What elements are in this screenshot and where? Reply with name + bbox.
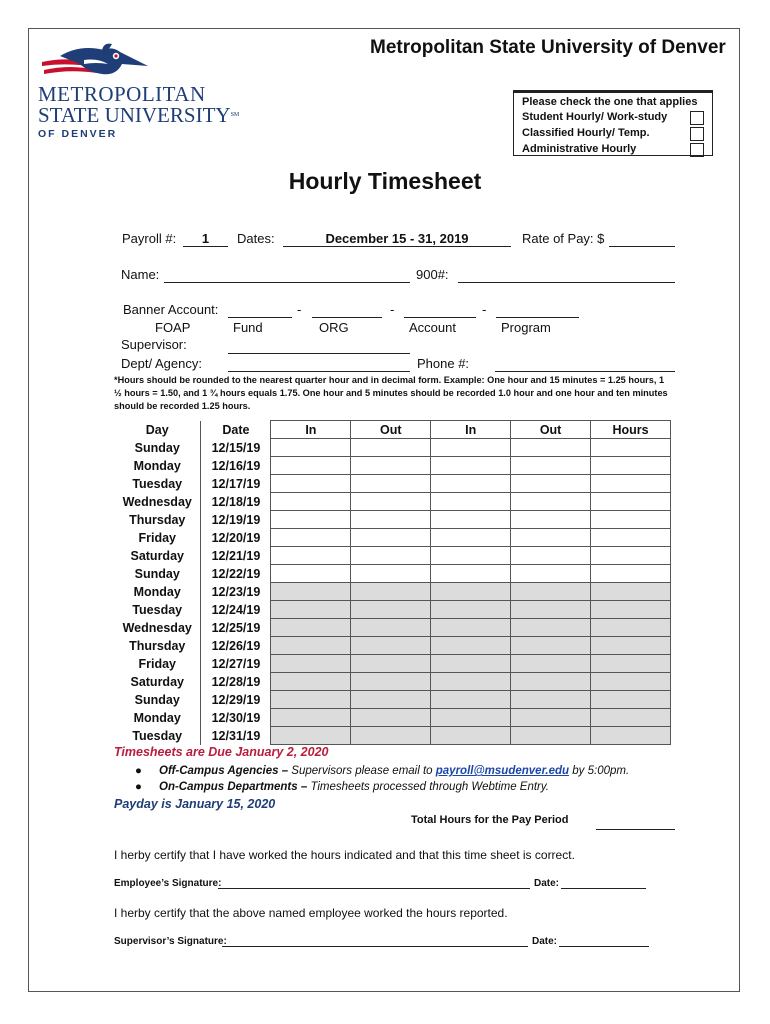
employee-date-field[interactable] xyxy=(561,888,646,889)
cell-in-2[interactable] xyxy=(431,547,511,565)
rounding-note: *Hours should be rounded to the nearest quarter hour and in decimal form. Example: One hour and 15 minutes = 1.25 hours, 1 ½ hours = 1.50, and 1 ¾ hours equals 1.75. One hour and 5 minutes should be recorded 1.0 hour and one hour and ten minutes should be recorded 1.25 hours. xyxy=(114,375,668,411)
cell-day: Wednesday xyxy=(114,619,201,637)
cell-hours[interactable] xyxy=(591,727,671,745)
cell-hours[interactable] xyxy=(591,475,671,493)
cell-day: Tuesday xyxy=(114,475,201,493)
cell-in-1[interactable] xyxy=(271,475,351,493)
cell-day: Friday xyxy=(114,529,201,547)
logo-service-mark: SM xyxy=(230,112,240,118)
table-row xyxy=(114,457,671,475)
cell-day: Monday xyxy=(114,583,201,601)
option-classified-hourly: Classified Hourly/ Temp. xyxy=(522,127,650,139)
cell-in-1[interactable] xyxy=(271,439,351,457)
name-field[interactable] xyxy=(164,282,410,283)
cell-hours[interactable] xyxy=(591,529,671,547)
cell-in-1[interactable] xyxy=(271,583,351,601)
cell-in-1[interactable] xyxy=(271,511,351,529)
supervisor-date-label: Date: xyxy=(532,936,558,947)
cell-out-2[interactable] xyxy=(511,727,591,745)
timesheet-table xyxy=(114,420,671,745)
org-field[interactable] xyxy=(312,317,382,318)
payroll-label: Payroll #: xyxy=(122,231,177,246)
header-in-2: In xyxy=(431,421,511,439)
cell-in-1[interactable] xyxy=(271,691,351,709)
university-logo xyxy=(38,42,240,140)
checkbox-student-hourly[interactable] xyxy=(690,111,704,125)
cell-in-2[interactable] xyxy=(431,637,511,655)
header-hours: Hours xyxy=(591,421,671,439)
cell-day: Thursday xyxy=(114,637,201,655)
due-notice: Timesheets are Due January 2, 2020 xyxy=(114,745,329,759)
cell-out-2[interactable] xyxy=(511,529,591,547)
cell-date: 12/24/19 xyxy=(201,601,271,619)
cell-out-1[interactable] xyxy=(351,547,431,565)
cell-out-1[interactable] xyxy=(351,727,431,745)
cell-in-1[interactable] xyxy=(271,493,351,511)
cell-out-2[interactable] xyxy=(511,547,591,565)
cell-in-2[interactable] xyxy=(431,529,511,547)
supervisor-label: Supervisor: xyxy=(121,337,187,352)
cell-in-2[interactable] xyxy=(431,709,511,727)
cell-day: Tuesday xyxy=(114,727,201,745)
cell-day: Thursday xyxy=(114,511,201,529)
cell-date: 12/21/19 xyxy=(201,547,271,565)
cell-out-1[interactable] xyxy=(351,673,431,691)
cell-in-2[interactable] xyxy=(431,457,511,475)
cell-day: Monday xyxy=(114,709,201,727)
header-day: Day xyxy=(114,421,201,439)
cell-in-1[interactable] xyxy=(271,709,351,727)
cell-out-1[interactable] xyxy=(351,529,431,547)
cell-out-2[interactable] xyxy=(511,565,591,583)
payday-notice: Payday is January 15, 2020 xyxy=(114,797,276,811)
cell-hours[interactable] xyxy=(591,565,671,583)
cell-day: Saturday xyxy=(114,673,201,691)
employee-type-title: Please check the one that applies xyxy=(522,96,698,108)
cell-in-1[interactable] xyxy=(271,637,351,655)
table-header-row xyxy=(114,421,671,439)
cell-hours[interactable] xyxy=(591,619,671,637)
payroll-email-link[interactable]: payroll@msudenver.edu xyxy=(435,765,570,777)
cell-date: 12/28/19 xyxy=(201,673,271,691)
cell-out-1[interactable] xyxy=(351,709,431,727)
university-title: Metropolitan State University of Denver xyxy=(370,37,726,58)
table-row xyxy=(114,655,671,673)
cell-date: 12/19/19 xyxy=(201,511,271,529)
cell-out-1[interactable] xyxy=(351,475,431,493)
account-label: Account xyxy=(409,320,456,335)
cell-in-2[interactable] xyxy=(431,655,511,673)
table-row xyxy=(114,439,671,457)
phone-label: Phone #: xyxy=(417,356,470,371)
cell-in-2[interactable] xyxy=(431,511,511,529)
employee-date-label: Date: xyxy=(534,878,560,889)
cell-date: 12/22/19 xyxy=(201,565,271,583)
table-row xyxy=(114,565,671,583)
cell-out-1[interactable] xyxy=(351,601,431,619)
employee-certification-text: I herby certify that I have worked the hours indicated and that this time sheet is correct. xyxy=(114,848,575,862)
table-row xyxy=(114,511,671,529)
cell-hours[interactable] xyxy=(591,709,671,727)
cell-day: Tuesday xyxy=(114,601,201,619)
org-label: ORG xyxy=(319,320,349,335)
cell-out-2[interactable] xyxy=(511,457,591,475)
cell-date: 12/31/19 xyxy=(201,727,271,745)
timesheet-body xyxy=(114,439,671,745)
cell-hours[interactable] xyxy=(591,583,671,601)
cell-date: 12/25/19 xyxy=(201,619,271,637)
cell-in-2[interactable] xyxy=(431,673,511,691)
cell-in-2[interactable] xyxy=(431,493,511,511)
cell-day: Sunday xyxy=(114,439,201,457)
cell-in-1[interactable] xyxy=(271,619,351,637)
bullet-off-campus-lead: Off-Campus Agencies – xyxy=(159,765,292,777)
cell-in-1[interactable] xyxy=(271,727,351,745)
table-row xyxy=(114,493,671,511)
cell-date: 12/29/19 xyxy=(201,691,271,709)
table-row xyxy=(114,727,671,745)
supervisor-certification-text: I herby certify that the above named employee worked the hours reported. xyxy=(114,906,508,920)
cell-out-2[interactable] xyxy=(511,439,591,457)
foap-label: FOAP xyxy=(155,320,191,335)
payroll-field[interactable] xyxy=(183,246,228,247)
rate-of-pay-field[interactable] xyxy=(609,246,675,247)
cell-in-1[interactable] xyxy=(271,655,351,673)
table-row xyxy=(114,673,671,691)
cell-out-1[interactable] xyxy=(351,583,431,601)
cell-out-1[interactable] xyxy=(351,511,431,529)
dates-value: December 15 - 31, 2019 xyxy=(325,231,469,246)
option-student-hourly: Student Hourly/ Work-study xyxy=(522,111,668,123)
cell-day: Sunday xyxy=(114,691,201,709)
employee-type-panel xyxy=(513,90,713,156)
table-row xyxy=(114,547,671,565)
employee-signature-field[interactable] xyxy=(218,888,530,889)
name-label: Name: xyxy=(121,267,160,282)
cell-date: 12/17/19 xyxy=(201,475,271,493)
supervisor-signature-label: Supervisor’s Signature: xyxy=(114,936,227,947)
table-row xyxy=(114,637,671,655)
dash-2: - xyxy=(390,302,395,317)
cell-in-2[interactable] xyxy=(431,727,511,745)
cell-date: 12/26/19 xyxy=(201,637,271,655)
dash-3: - xyxy=(482,302,487,317)
cell-day: Wednesday xyxy=(114,493,201,511)
table-row xyxy=(114,601,671,619)
cell-in-1[interactable] xyxy=(271,565,351,583)
cell-day: Monday xyxy=(114,457,201,475)
cell-out-2[interactable] xyxy=(511,493,591,511)
cell-out-2[interactable] xyxy=(511,637,591,655)
cell-date: 12/23/19 xyxy=(201,583,271,601)
cell-out-2[interactable] xyxy=(511,511,591,529)
program-label: Program xyxy=(501,320,551,335)
cell-out-1[interactable] xyxy=(351,637,431,655)
cell-day: Saturday xyxy=(114,547,201,565)
dates-field[interactable] xyxy=(283,246,511,247)
bullet-off-campus-tail: by 5:00pm. xyxy=(569,765,630,777)
cell-in-1[interactable] xyxy=(271,601,351,619)
cell-in-2[interactable] xyxy=(431,439,511,457)
supervisor-signature-field[interactable] xyxy=(222,946,528,947)
header-date: Date xyxy=(201,421,271,439)
fund-field[interactable] xyxy=(228,317,292,318)
total-hours-label: Total Hours for the Pay Period xyxy=(411,814,569,826)
header-in-1: In xyxy=(271,421,351,439)
cell-in-1[interactable] xyxy=(271,529,351,547)
cell-day: Friday xyxy=(114,655,201,673)
cell-in-2[interactable] xyxy=(431,475,511,493)
cell-hours[interactable] xyxy=(591,601,671,619)
id-900-field[interactable] xyxy=(458,282,675,283)
cell-in-2[interactable] xyxy=(431,583,511,601)
cell-date: 12/27/19 xyxy=(201,655,271,673)
phone-field[interactable] xyxy=(495,371,675,372)
table-row xyxy=(114,583,671,601)
cell-hours[interactable] xyxy=(591,439,671,457)
cell-date: 12/30/19 xyxy=(201,709,271,727)
table-row xyxy=(114,619,671,637)
checkbox-administrative-hourly[interactable] xyxy=(690,143,704,157)
cell-out-2[interactable] xyxy=(511,475,591,493)
header-out-2: Out xyxy=(511,421,591,439)
cell-in-2[interactable] xyxy=(431,565,511,583)
cell-out-2[interactable] xyxy=(511,619,591,637)
bullet-off-campus-text: Supervisors please email to xyxy=(291,765,436,777)
form-title: Hourly Timesheet xyxy=(288,168,482,194)
program-field[interactable] xyxy=(496,317,579,318)
cell-out-2[interactable] xyxy=(511,709,591,727)
fund-label: Fund xyxy=(233,320,263,335)
table-row xyxy=(114,529,671,547)
cell-day: Sunday xyxy=(114,565,201,583)
bullet-dot-2: ● xyxy=(135,781,142,793)
cell-date: 12/15/19 xyxy=(201,439,271,457)
dept-agency-field[interactable] xyxy=(228,371,410,372)
bullet-on-campus-lead: On-Campus Departments – xyxy=(159,781,311,793)
logo-line-3: OF DENVER xyxy=(38,128,118,140)
bullet-on-campus xyxy=(135,781,549,793)
cell-in-1[interactable] xyxy=(271,673,351,691)
cell-in-2[interactable] xyxy=(431,619,511,637)
cell-hours[interactable] xyxy=(591,637,671,655)
header-out-1: Out xyxy=(351,421,431,439)
cell-out-1[interactable] xyxy=(351,565,431,583)
bullet-on-campus-text: Timesheets processed through Webtime Entry. xyxy=(310,781,549,793)
cell-in-1[interactable] xyxy=(271,547,351,565)
id-900-label: 900#: xyxy=(416,267,449,282)
cell-out-2[interactable] xyxy=(511,655,591,673)
logo-line-2-text: STATE UNIVERSITY xyxy=(38,103,231,127)
cell-date: 12/18/19 xyxy=(201,493,271,511)
cell-out-1[interactable] xyxy=(351,619,431,637)
cell-date: 12/20/19 xyxy=(201,529,271,547)
cell-out-2[interactable] xyxy=(511,673,591,691)
cell-in-2[interactable] xyxy=(431,691,511,709)
cell-out-1[interactable] xyxy=(351,457,431,475)
cell-hours[interactable] xyxy=(591,691,671,709)
dates-label: Dates: xyxy=(237,231,275,246)
bullet-dot-1: ● xyxy=(135,765,142,777)
cell-in-2[interactable] xyxy=(431,601,511,619)
banner-account-label: Banner Account: xyxy=(123,302,219,317)
employee-signature-label: Employee’s Signature: xyxy=(114,878,222,889)
supervisor-field[interactable] xyxy=(228,353,410,354)
cell-hours[interactable] xyxy=(591,493,671,511)
dept-agency-label: Dept/ Agency: xyxy=(121,356,202,371)
table-row xyxy=(114,691,671,709)
cell-hours[interactable] xyxy=(591,673,671,691)
cell-out-1[interactable] xyxy=(351,439,431,457)
cell-hours[interactable] xyxy=(591,547,671,565)
cell-out-1[interactable] xyxy=(351,493,431,511)
logo-line-2 xyxy=(38,103,240,127)
cell-hours[interactable] xyxy=(591,655,671,673)
dash-1: - xyxy=(297,302,302,317)
logo-line-1: METROPOLITAN xyxy=(38,82,206,106)
cell-out-2[interactable] xyxy=(511,601,591,619)
cell-out-2[interactable] xyxy=(511,691,591,709)
payroll-value: 1 xyxy=(201,231,210,246)
checkbox-classified-hourly[interactable] xyxy=(690,127,704,141)
cell-in-1[interactable] xyxy=(271,457,351,475)
account-field[interactable] xyxy=(404,317,476,318)
cell-hours[interactable] xyxy=(591,511,671,529)
cell-hours[interactable] xyxy=(591,457,671,475)
cell-out-1[interactable] xyxy=(351,691,431,709)
rate-of-pay-label: Rate of Pay: $ xyxy=(522,231,605,246)
supervisor-date-field[interactable] xyxy=(559,946,649,947)
option-administrative-hourly: Administrative Hourly xyxy=(522,143,637,155)
bullet-off-campus xyxy=(135,765,630,777)
cell-date: 12/16/19 xyxy=(201,457,271,475)
cell-out-2[interactable] xyxy=(511,583,591,601)
table-row xyxy=(114,709,671,727)
cell-out-1[interactable] xyxy=(351,655,431,673)
table-row xyxy=(114,475,671,493)
total-hours-field[interactable] xyxy=(596,829,675,830)
